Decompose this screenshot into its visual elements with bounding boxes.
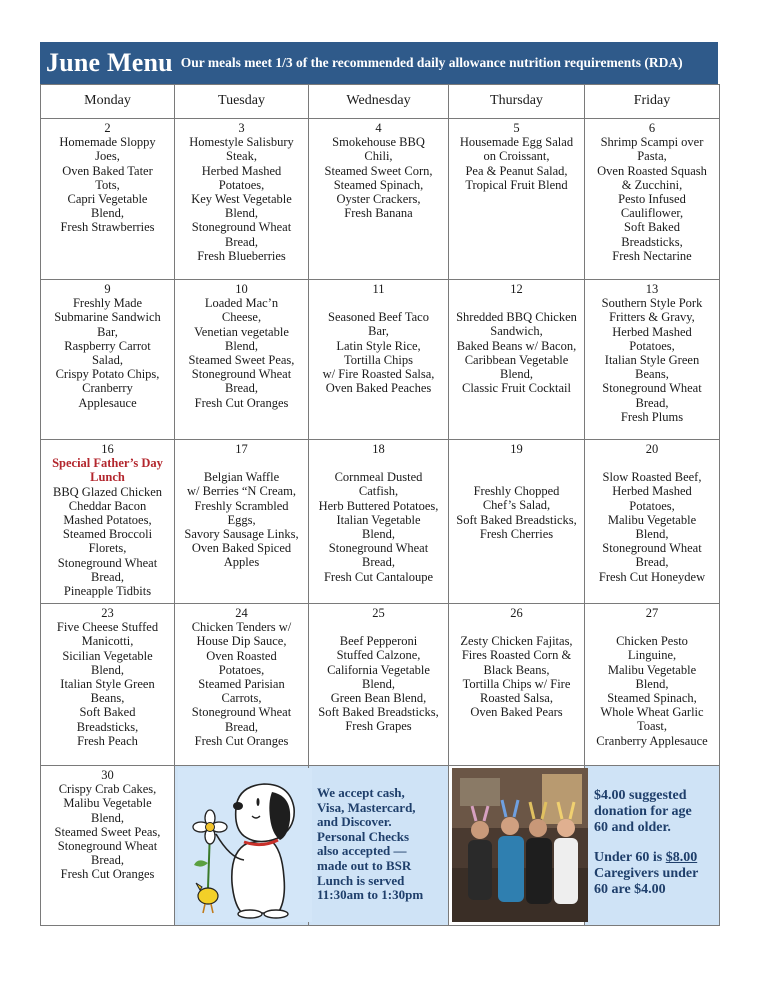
date-number: 12 — [510, 282, 523, 296]
day-cell-11 — [309, 280, 449, 440]
day-cell-27 — [585, 604, 720, 766]
day-cell-4 — [309, 119, 449, 280]
meal-items: Southern Style Pork Fritters & Gravy, Herbed Mashed Potatoes, Italian Style Green Beans, Stoneground Wheat Bread, Fresh Plums — [601, 296, 703, 424]
meal-items: Housemade Egg Salad on Croissant, Pea & Peanut Salad, Tropical Fruit Blend — [459, 135, 574, 192]
week-row-1 — [41, 119, 720, 280]
meal-items: Smokehouse BBQ Chili, Steamed Sweet Corn, Steamed Spinach, Oyster Crackers, Fresh Banana — [324, 135, 433, 221]
day-cell-3 — [175, 119, 309, 280]
date-number: 4 — [375, 121, 382, 135]
day-cell-25 — [309, 604, 449, 766]
day-cell-5 — [449, 119, 585, 280]
meal-items: Chicken Pesto Linguine, Malibu Vegetable Blend, Steamed Spinach, Whole Wheat Garlic Toast, Cranberry Applesauce — [596, 634, 708, 748]
staff-photo — [452, 768, 588, 922]
meal-items: Shredded BBQ Chicken Sandwich, Baked Beans w/ Bacon, Caribbean Vegetable Blend, Classic Fruit Cocktail — [456, 310, 577, 396]
date-number: 2 — [104, 121, 111, 135]
day-cell-9 — [41, 280, 175, 440]
date-number: 17 — [235, 442, 248, 456]
day-cell-23 — [41, 604, 175, 766]
meal-items: Homemade Sloppy Joes, Oven Baked Tater Tots, Capri Vegetable Blend, Fresh Strawberries — [59, 135, 156, 235]
donation-info-cell — [585, 766, 720, 926]
meal-items: Beef Pepperoni Stuffed Calzone, California Vegetable Blend, Green Bean Blend, Soft Baked Breadsticks, Fresh Grapes — [318, 634, 439, 734]
under-60-prefix: Under 60 is — [594, 850, 666, 865]
meal-items: Five Cheese Stuffed Manicotti, Sicilian Vegetable Blend, Italian Style Green Beans, Soft Baked Breadsticks, Fresh Peach — [56, 620, 159, 748]
day-cell-20 — [585, 440, 720, 604]
meal-items: Cornmeal Dusted Catfish, Herb Buttered Potatoes, Italian Vegetable Blend, Stoneground Wheat Bread, Fresh Cut Cantaloupe — [318, 470, 439, 584]
day-cell-6 — [585, 119, 720, 280]
date-number: 30 — [101, 768, 114, 782]
meal-items: Slow Roasted Beef, Herbed Mashed Potatoes, Malibu Vegetable Blend, Stoneground Wheat Bread, Fresh Cut Honeydew — [598, 470, 706, 584]
day-header-tuesday: Tuesday — [175, 85, 309, 119]
meal-items: Belgian Waffle w/ Berries “N Cream, Freshly Scrambled Eggs, Savory Sausage Links, Oven Baked Spiced Apples — [184, 470, 299, 570]
date-number: 11 — [372, 282, 385, 296]
day-cell-24 — [175, 604, 309, 766]
date-number: 3 — [238, 121, 245, 135]
meal-items: Chicken Tenders w/ House Dip Sauce, Oven Roasted Potatoes, Steamed Parisian Carrots, Stoneground Wheat Bread, Fresh Cut Oranges — [191, 620, 292, 748]
special-fathers-day-label: Special Father’s Day Lunch — [52, 456, 163, 485]
snoopy-illustration — [178, 768, 312, 922]
date-number: 25 — [372, 606, 385, 620]
day-cell-12 — [449, 280, 585, 440]
snoopy-woodstock-illustration — [175, 766, 309, 926]
date-number: 18 — [372, 442, 385, 456]
date-number: 16 — [101, 442, 114, 456]
date-number: 6 — [648, 121, 656, 135]
meal-items: Freshly Chopped Chef’s Salad, Soft Baked Breadsticks, Fresh Cherries — [456, 484, 577, 541]
date-number: 27 — [645, 606, 659, 620]
menu-subtitle: Our meals meet 1/3 of the recommended daily allowance nutrition requirements (RDA) — [180, 55, 683, 70]
meal-items: BBQ Glazed Chicken Cheddar Bacon Mashed Potatoes, Steamed Broccoli Florets, Stoneground Wheat Bread, Pineapple Tidbits — [52, 484, 162, 599]
meal-items: Seasoned Beef Taco Bar, Latin Style Rice, Tortilla Chips w/ Fire Roasted Salsa, Oven Baked Peaches — [322, 310, 435, 396]
date-number: 10 — [235, 282, 248, 296]
date-number: 24 — [235, 606, 248, 620]
under-60-amount: $8.00 — [665, 850, 698, 865]
date-number: 26 — [510, 606, 523, 620]
date-number: 20 — [645, 442, 659, 456]
donation-suggested: $4.00 suggested donation for age 60 and older. — [594, 788, 692, 835]
date-number: 5 — [513, 121, 520, 135]
day-header-friday: Friday — [585, 85, 720, 119]
meal-items: Freshly Made Submarine Sandwich Bar, Raspberry Carrot Salad, Crispy Potato Chips, Cranberry Applesauce — [54, 296, 161, 410]
day-cell-19 — [449, 440, 585, 604]
date-number: 13 — [645, 282, 659, 296]
staff-photo-cell — [449, 766, 585, 926]
donation-under-60 — [588, 836, 716, 866]
donation-caregivers: Caregivers under 60 are $4.00 — [594, 866, 699, 897]
date-number: 19 — [510, 442, 523, 456]
menu-calendar-table — [40, 84, 720, 926]
payment-info-text: We accept cash, Visa, Mastercard, and Discover. Personal Checks also accepted — made out to BSR Lunch is served 11:30am to 1:30pm — [317, 785, 424, 903]
day-cell-10 — [175, 280, 309, 440]
meal-items: Crispy Crab Cakes, Malibu Vegetable Blend, Steamed Sweet Peas, Stoneground Wheat Bread, Fresh Cut Oranges — [54, 782, 161, 882]
day-header-wednesday: Wednesday — [309, 85, 449, 119]
week-row-5 — [41, 766, 720, 926]
day-cell-17 — [175, 440, 309, 604]
day-cell-13 — [585, 280, 720, 440]
week-row-2 — [41, 280, 720, 440]
week-row-3 — [41, 440, 720, 604]
meal-items: Zesty Chicken Fajitas, Fires Roasted Corn & Black Beans, Tortilla Chips w/ Fire Roasted Salsa, Oven Baked Pears — [460, 634, 573, 720]
day-cell-18 — [309, 440, 449, 604]
day-cell-26 — [449, 604, 585, 766]
date-number: 9 — [104, 282, 111, 296]
day-header-row — [41, 85, 720, 119]
menu-header-banner — [40, 42, 718, 84]
menu-title: June Menu — [46, 48, 173, 77]
meal-items: Loaded Mac’n Cheese, Venetian vegetable Blend, Steamed Sweet Peas, Stoneground Wheat Bread, Fresh Cut Oranges — [188, 296, 295, 410]
week-row-4 — [41, 604, 720, 766]
day-header-monday: Monday — [41, 85, 175, 119]
meal-items: Homestyle Salisbury Steak, Herbed Mashed Potatoes, Key West Vegetable Blend, Stoneground Wheat Bread, Fresh Blueberries — [189, 135, 294, 263]
meal-items: Shrimp Scampi over Pasta, Oven Roasted Squash & Zucchini, Pesto Infused Cauliflower, Soft Baked Breadsticks, Fresh Nectarine — [597, 135, 707, 263]
day-cell-2 — [41, 119, 175, 280]
payment-info-cell — [309, 766, 449, 926]
date-number: 23 — [101, 606, 114, 620]
day-cell-30 — [41, 766, 175, 926]
day-cell-16 — [41, 440, 175, 604]
day-header-thursday: Thursday — [449, 85, 585, 119]
